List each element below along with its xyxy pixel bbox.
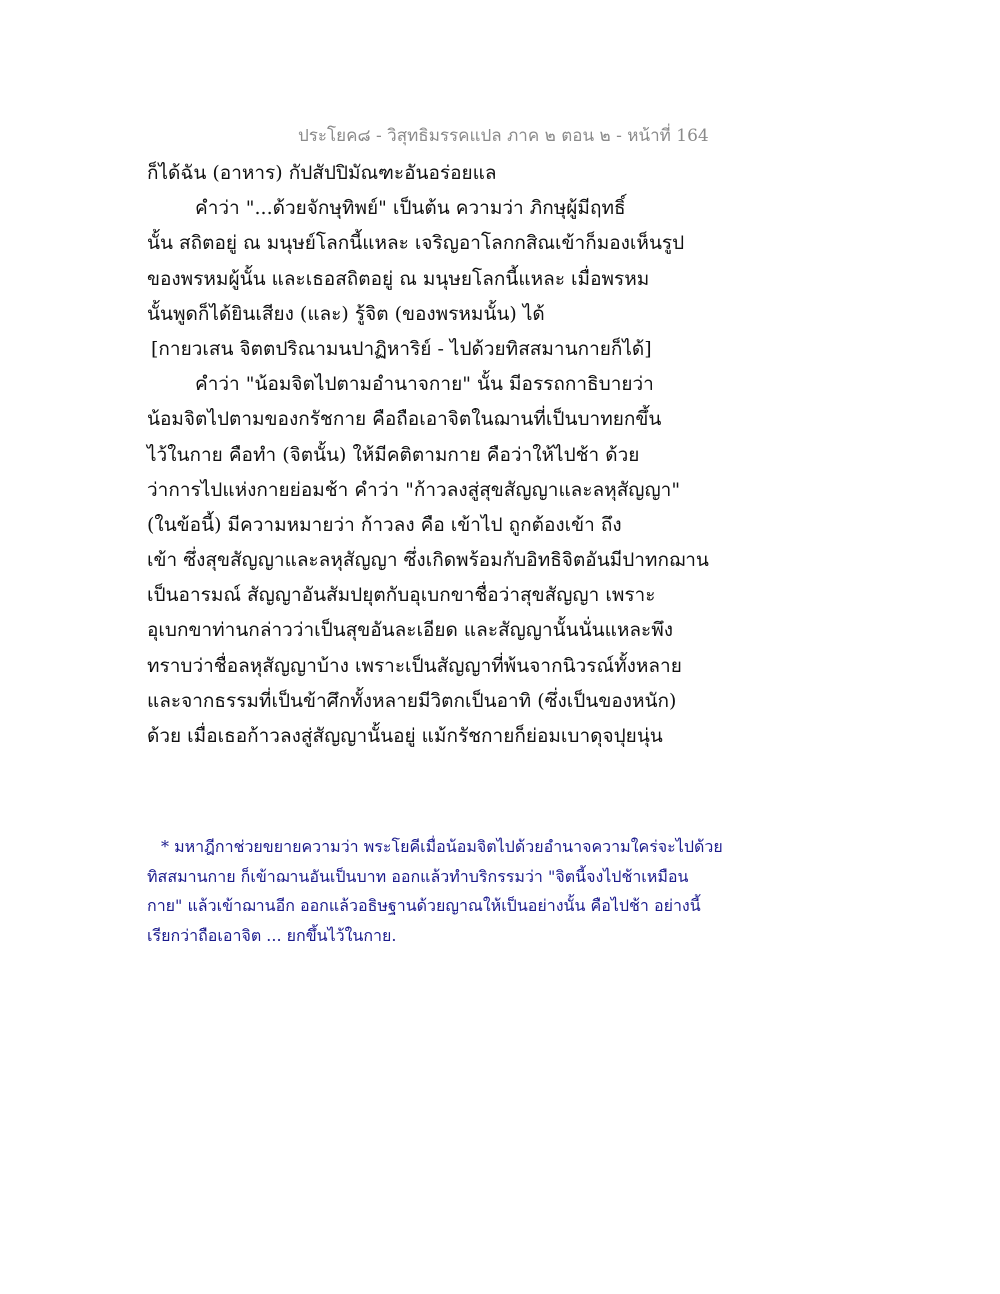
footnote [147,832,747,950]
text-line: ทราบว่าชื่อลหุสัญญาบ้าง เพราะเป็นสัญญาที่พ้นจากนิวรณ์ทั้งหลาย [147,654,682,677]
footnote-line: ทิสสมานกาย ก็เข้าฌานอันเป็นบาท ออกแล้วทำบริกรรมว่า "จิตนี้จงไปช้าเหมือน [147,866,689,886]
running-header: ประโยค๘ - วิสุทธิมรรคแปล ภาค ๒ ตอน ๒ - หน้าที่ 164 [298,126,709,146]
text-line: นั้น สถิตอยู่ ณ มนุษย์โลกนี้แหละ เจริญอาโลกกสิณเข้าก็มองเห็นรูป [147,232,685,255]
footnote-line: * มหาฎีกาช่วยขยายความว่า พระโยคีเมื่อน้อมจิตไปด้วยอำนาจความใคร่จะไปด้วย [161,837,723,856]
text-line: ของพรหมผู้นั้น และเธอสถิตอยู่ ณ มนุษยโลกนี้แหละ เมื่อพรหม [147,267,650,290]
text-line: คำว่า "...ด้วยจักษุทิพย์" เป็นต้น ความว่า ภิกษุผู้มีฤทธิ์ [195,197,626,220]
text-line: เป็นอารมณ์ สัญญาอันสัมปยุตกับอุเบกขาชื่อว่าสุขสัญญา เพราะ [147,584,656,607]
text-line: และจากธรรมที่เป็นข้าศึกทั้งหลายมีวิตกเป็นอาทิ (ซึ่งเป็นของหนัก) [147,689,677,712]
text-line: ก็ได้ฉัน (อาหาร) กัปสัปปิมัณฑะอันอร่อยแล [147,162,497,184]
section-heading: [กายวเสน จิตตปริณามนปาฏิหาริย์ - ไปด้วยทิสสมานกายก็ได้] [151,337,652,360]
text-line: นั้นพูดก็ได้ยินเสียง (และ) รู้จิต (ของพรหมนั้น) ได้ [147,302,545,325]
text-line: เข้า ซึ่งสุขสัญญาและลหุสัญญา ซึ่งเกิดพร้อมกับอิทธิจิตอันมีปาทกฌาน [147,549,709,572]
text-line: ไว้ในกาย คือทำ (จิตนั้น) ให้มีคติตามกาย คือว่าให้ไปช้า ด้วย [147,443,640,466]
footnote-line: เรียกว่าถือเอาจิต ... ยกขึ้นไว้ในกาย. [147,925,397,945]
text-line: (ในข้อนี้) มีความหมายว่า ก้าวลง คือ เข้าไป ถูกต้องเข้า ถึง [147,513,622,536]
footnote-line: กาย" แล้วเข้าฌานอีก ออกแล้วอธิษฐานด้วยญาณให้เป็นอย่างนั้น คือไปช้า อย่างนี้ [147,896,701,915]
text-line: ด้วย เมื่อเธอก้าวลงสู่สัญญานั้นอยู่ แม้กรัชกายก็ย่อมเบาดุจปุยนุ่น [147,725,663,747]
text-line: คำว่า "น้อมจิตไปตามอำนาจกาย" นั้น มีอรรถกาธิบายว่า [195,373,654,396]
main-text [147,156,707,754]
text-line: น้อมจิตไปตามของกรัชกาย คือถือเอาจิตในฌานที่เป็นบาทยกขึ้น [147,408,662,431]
text-line: อุเบกขาท่านกล่าวว่าเป็นสุขอันละเอียด และสัญญานั้นนั่นแหละพึง [147,619,674,642]
text-line: ว่าการไปแห่งกายย่อมช้า คำว่า "ก้าวลงสู่สุขสัญญาและลหุสัญญา" [147,478,681,501]
